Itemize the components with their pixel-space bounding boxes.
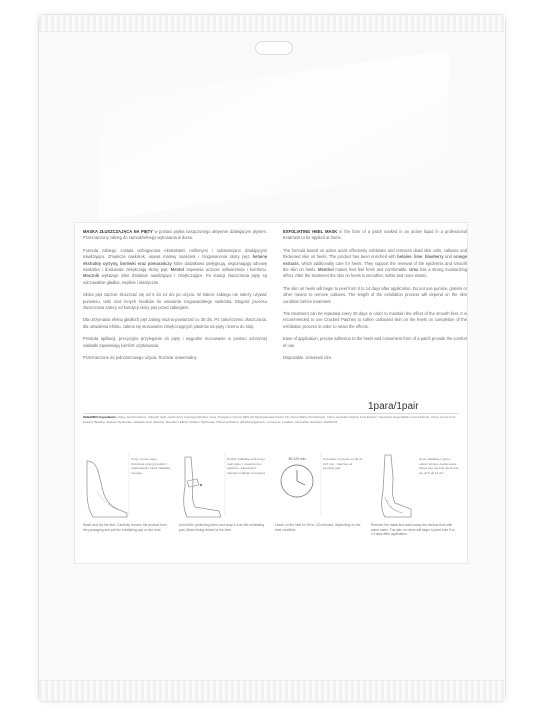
- clock-label: 90-120 min: [288, 457, 306, 461]
- step-3: [275, 451, 367, 559]
- polish-title: MASKA ZŁUSZCZAJĄCA NA PIĘTY: [83, 229, 153, 234]
- step-3-polish: Pozostaw na pięcie na 90 do 120 min., zależnie od kondycji pięt.: [323, 457, 363, 470]
- bottom-seal: [39, 680, 505, 701]
- top-seal: [39, 15, 505, 32]
- polish-fruits: cytryny, borówki oraz pomarańczy: [102, 260, 172, 266]
- english-orange: orange extracts: [283, 254, 468, 266]
- polish-betaine: betainę: [252, 254, 268, 260]
- pack-size: 1para/1pair: [368, 401, 419, 412]
- english-formula: The formula based on active acids effectively exfoliates and removes dead skin cells, calluses and thickened skin on heels. The product has been enriched with betaine, lime, blueberry and orange extracts, which additionally care for heels. They support the renewal of the epidermis and smooth the skin on heels. Menthol makes feet feel fresh and comfortable. Urea has a strong moisturizing effect. After the treatment the skin on heels is smoother, softer and more elastic.: [283, 247, 468, 279]
- polish-description: [83, 229, 267, 368]
- step-4: [371, 451, 463, 559]
- usage-steps: [83, 451, 459, 559]
- english-ease: Ease of application, precise adhesion to the heels and convenient form of a patch provide the comfort of use.: [283, 336, 467, 348]
- english-blueberry: blueberry: [424, 254, 444, 260]
- divider: [83, 413, 459, 414]
- english-repeat: The treatment can be repeated every 30 days in order to maintain the effect of the smooth feet. It is recommended to use Cracked Patches to soften calloused skin on the heels on completion of the exfoliation process in order to retain the effects.: [283, 311, 467, 329]
- english-menthol: Menthol: [318, 267, 334, 273]
- english-menthol-rest: makes feet feel fresh and comfortable.: [335, 267, 408, 273]
- english-disposable: Disposable. Universal size.: [283, 355, 333, 361]
- polish-disposable: Przeznaczone do jednorazowego użycia. Rozmiar uniwersalny.: [83, 355, 198, 361]
- back-label: [74, 222, 468, 564]
- polish-menthol: Mentol: [170, 267, 184, 273]
- step-1-english: Wash and dry the feet. Carefully remove the product from the packaging and put the exfoliating pad on the heel.: [83, 523, 167, 532]
- step-3-english: Leave on the heel for 90 to 120 minutes, depending on the heel condition.: [275, 523, 361, 532]
- step-4-polish: Usuń nakładkę z pięty i opłucz płynem ciepłą wodą. Skóra pięt zacznie złuszczać się od 5 do 14 dni.: [419, 457, 459, 475]
- polish-urea-rest: wykazuje silne działanie nawilżające i zmiękczające. Po kuracji złuszczania pięty są odczuwalnie gładkie, miękkie i elastyczne.: [83, 273, 267, 285]
- english-lime: lime: [414, 254, 423, 260]
- english-description: [283, 229, 467, 368]
- english-peeling: The skin on heels will begin to peel from 5 to 14 days after application. Do not use pumice, graters or other means to remove calluses. The length of the exfoliation process will depend on the skin condition before treatment.: [283, 285, 467, 304]
- ingredients-label: Skład/INCI Ingredients:: [83, 415, 117, 419]
- polish-extracts: ekstrakty: [83, 260, 101, 266]
- polish-menthol-rest: zapewnia uczucie odświeżenia i komfortu.: [186, 267, 267, 273]
- english-formula-rest: which additionally care for heels. They support the renewal of the epidermis and smooth the skin on heels.: [283, 260, 467, 273]
- polish-ease: Prostota aplikacji, precyzyjne przyleganie do pięty i wygodne mocowanie w postaci ochronnej nakładki zapewniają komfort użytkowania.: [83, 336, 267, 348]
- polish-formula: [83, 248, 267, 286]
- step-2: [179, 451, 271, 559]
- ingredients: [83, 415, 459, 424]
- hang-hole: [255, 41, 293, 55]
- step-2-english: Unfold the protecting fabric and wrap it over the exfoliating pad. Attach fixing sticker to the heel.: [179, 523, 265, 532]
- polish-peeling: Skóra pięt zacznie złuszczać się od 5 do 14 dni po użyciu. W trakcie zabiegu nie należy używać pumeksu, tarki oraz innych środków do usuwania zrogowaciałego naskórka. Długość procesu złuszczania zależy od kondycji skóry pięt przed zabiegiem.: [83, 292, 267, 311]
- english-intro: [283, 229, 467, 242]
- english-and: and: [445, 254, 452, 260]
- polish-repeat: Dla utrzymania efektu gładkich pięt zabieg można powtarzać co 30 dni. Po zakończeniu złuszczania, dla utrwalenia efektu, zaleca się stosowanie zmiękczających plastrów na pięty i kremu do stóp.: [83, 317, 267, 329]
- polish-formula-text: Formuła zabiegu została wzbogacona ekstraktami roślinnymi i substancjami działającymi nawilżająco. Zmiękcza naskórek, usuwa martwy naskórek i zrogowacenia skóry pięt.: [83, 247, 267, 260]
- step-1: [83, 451, 175, 559]
- step-4-english: Remove the mask and wash away the residue fluid with warm water. The skin on heels will begin to peel from 5 to 14 days after application.: [371, 523, 455, 537]
- step-2-polish: Rozłóż nakładkę ochronną i owiń piętę z nasączonym plastrem. Zabezpiecz taśmami naklejki mocującej.: [227, 457, 266, 475]
- english-formula-text: The formula based on active acids effectively exfoliates and removes dead skin cells, calluses and thickened skin on heels. The product has been enriched with: [283, 247, 467, 260]
- english-intro-text: in the form of a patch soaked in an active liquid in a professional treatment to be applied at home.: [283, 229, 468, 241]
- english-urea: Urea: [409, 267, 419, 273]
- polish-intro-text: w postaci piętka nasączonego aktywnie działającym płynem. Przeznaczony zabieg do samodzielnego wykonania w domu.: [83, 229, 267, 241]
- polish-urea: Mocznik: [83, 273, 100, 279]
- plastic-gloss: [99, 50, 449, 219]
- ingredients-text: Aqua, Alcohol Denat., Glycolic Acid, Lactic Acid, Isopropyl Alcohol, Urea, Propylene Glycol, PEG-40 Hydrogenated Castor Oil, Pyrus Malus Fruit Extract, Citrus Aurantium Dulcis Fruit Extract, Vaccinium Angustifolium Fruit Extract, Citrus Limon Fruit Extract, Betaine, Sodium Hydroxide, Salicylic Acid, Menthol, Disodium EDTA, Sodium Hydroxide, Phenoxyethanol, Ethylhexylglycerin, Limonene, Linalool, Citronellol, Geraniol. 20220104: [83, 415, 456, 424]
- polish-formula-rest: które dodatkowo pielęgnują, wspomagają odnowę naskórka i doskonale zmiękczają skórę pięt.: [83, 260, 267, 273]
- english-betaine: betaine: [397, 254, 412, 260]
- step-1-polish: Umyj i osusz stopy. Ostrożnie wyjmij produkt z opakowania i załóż nakładkę na piętę.: [131, 457, 171, 475]
- polish-intro: [83, 229, 267, 242]
- english-urea-rest: has a strong moisturizing effect. After the treatment the skin on heels is smoother, softer and more elastic.: [283, 267, 468, 279]
- english-title: EXFOLIATING HEEL MASK: [283, 229, 338, 234]
